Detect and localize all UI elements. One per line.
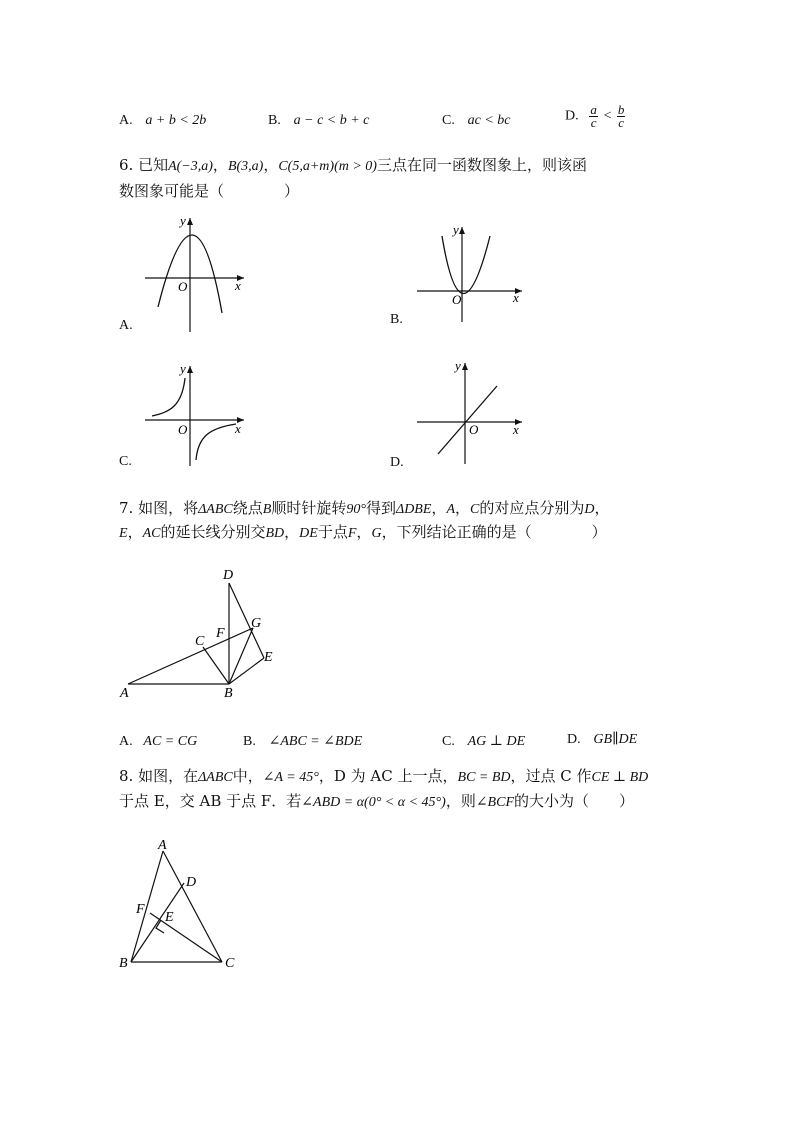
option-expression: AG ⊥ DE [467,734,526,749]
point-b: B(3,a) [227,159,264,174]
fraction-denominator: c [590,115,597,130]
q6-option-d[interactable]: D. [390,455,404,470]
text-segment: ，D 为 AC 上一点， [318,767,458,785]
text-segment: 得到 [365,499,396,517]
label-e: E [264,650,273,665]
angle-bcf: ∠BCF [475,795,514,810]
segment-de: DE [299,526,318,541]
y-label: y [453,222,459,237]
label-f: F [136,902,145,917]
equation-bc-bd: BC = BD [457,770,511,785]
point-d: D [584,502,595,517]
label-d: D [223,568,234,583]
label-a: A [158,838,167,853]
text-segment: 中， [232,767,263,785]
y-label: y [180,213,186,228]
fraction-numerator: a [590,102,597,117]
option-expression: a − c < b + c [293,113,370,128]
perpendicular-ce-bd: CE ⊥ BD [591,770,649,785]
text-segment: ， [594,499,610,517]
option-letter: B. [243,734,256,749]
text-segment: ，过点 C 作 [510,767,592,785]
y-label: y [455,358,461,373]
text-segment: 顺时针旋转 [271,499,347,517]
angle-90: 90° [346,502,366,517]
origin-label: O [178,279,188,294]
angle-a: ∠A = 45° [262,770,319,785]
option-letter: D. [567,732,581,747]
text-segment: 8. 如图，在 [119,767,199,785]
origin-label: O [469,422,479,437]
text-segment: 的大小为（ ） [514,792,635,810]
label-b: B [224,686,233,701]
label-c: C [195,634,205,649]
q6-stem-line2: 数图象可能是（ ） [119,182,300,200]
label-f: F [216,626,225,641]
point-a: A [446,502,455,517]
label-b: B [119,956,128,971]
separator: ， [263,156,279,174]
origin-label: O [178,422,188,437]
option-letter: A. [119,113,133,128]
option-letter: A. [119,734,133,749]
text-segment: 于点 E，交 AB 于点 F．若 [119,792,302,810]
text-segment: 绕点 [232,499,263,517]
q6-option-c[interactable]: C. [119,454,132,469]
point-c: C(5,a+m) [278,159,335,174]
point-c: C [470,502,480,517]
label-e: E [165,910,174,925]
segment-a-c [163,851,222,962]
text-segment: ， [455,499,471,517]
point-a: A(−3,a) [168,159,213,174]
option-expression: ∠ABC = ∠BDE [268,734,363,749]
angle-abd: ∠ABD = α(0° < α < 45°) [301,795,446,810]
q6-option-b[interactable]: B. [390,312,403,327]
triangle-abc: ΔABC [198,770,233,785]
separator: ， [212,156,228,174]
q6-suffix: 三点在同一函数图象上，则该函 [376,156,587,174]
label-g: G [251,616,262,631]
x-label: x [235,278,241,293]
x-label: x [235,421,241,436]
point-b: B [262,502,272,517]
option-expression: GB∥DE [593,732,638,747]
point-e: E [119,526,128,541]
condition: (m > 0) [334,159,377,174]
text-segment: 7. 如图，将 [119,499,199,517]
option-expression: AC = CG [143,734,198,749]
fraction-numerator: b [617,102,625,117]
q6-option-a[interactable]: A. [119,318,133,333]
label-c: C [225,956,235,971]
label-d: D [186,875,197,890]
label-a: A [120,686,129,701]
text-segment: 的对应点分别为 [479,499,585,517]
point-g: G [371,526,382,541]
origin-label: O [452,292,462,307]
triangle-abc: ΔABC [198,502,233,517]
less-than-symbol: < [602,108,613,124]
option-letter: D. [565,108,579,124]
triangle-dbe: ΔDBE [395,502,432,517]
x-label: x [513,422,519,437]
point-f: F [347,526,357,541]
option-letter: B. [268,113,281,128]
text-segment: 于点 [317,523,348,541]
text-segment: ，下列结论正确的是（ ） [381,523,607,541]
segment-bd: BD [265,526,285,541]
y-label: y [180,361,186,376]
option-expression: ac < bc [467,113,511,128]
text-segment: ，则 [445,792,476,810]
segment-b-d [131,883,184,962]
text-segment: ， [431,499,447,517]
fraction-denominator: c [618,115,625,130]
option-letter: C. [442,113,455,128]
option-expression: a + b < 2b [145,113,207,128]
q6-prefix: 6. 已知 [119,156,169,174]
option-letter: C. [442,734,455,749]
x-label: x [513,290,519,305]
text-segment: ， [127,523,143,541]
text-segment: 的延长线分别交 [160,523,266,541]
text-segment: ， [356,523,372,541]
text-segment: ， [284,523,300,541]
segment-ac: AC [142,526,161,541]
